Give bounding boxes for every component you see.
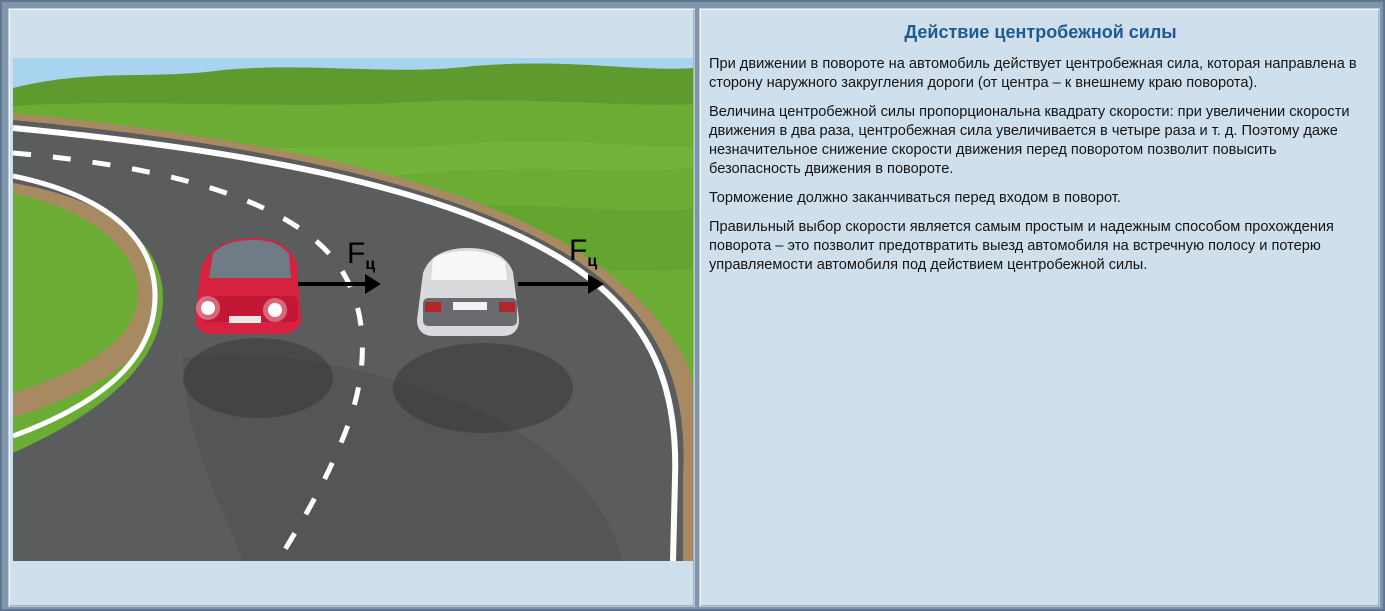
illustration-pane (8, 8, 695, 607)
description-text (709, 55, 1359, 285)
paragraph-3: Торможение должно заканчиваться перед входом в поворот. (709, 190, 1121, 206)
road-curve-illustration (13, 58, 693, 561)
force-label-sub: ц (365, 256, 376, 273)
red-car (195, 238, 301, 334)
paragraph-1: При движении в повороте на автомобиль действует центробежная сила, которая направлена в сторону наружного закругления дороги (от центра – к внешнему краю поворота). (709, 56, 1357, 91)
silver-car (417, 248, 519, 336)
page-title: Действие центробежной силы (904, 22, 1177, 42)
road-scene-svg (13, 58, 693, 561)
text-pane (699, 8, 1380, 607)
paragraph-2: Величина центробежной силы пропорциональна квадрату скорости: при увеличении скорости движения в два раза, центробежная сила увеличивается в четыре раза и т. д. Поэтому даже незначительное снижение скорости движения перед поворотом позволит повысить безопасность движения в повороте. (709, 104, 1350, 177)
red-car-shadow (183, 338, 333, 418)
force-label-sub: ц (587, 253, 598, 270)
paragraph-4: Правильный выбор скорости является самым простым и надежным способом прохождения поворота – это позволит предотвратить выезд автомобиля на встречную полосу и потерю управляемости автомобиля под действием центробежной силы. (709, 219, 1334, 273)
force-label-main: F (569, 234, 588, 267)
force-label-main: F (347, 237, 366, 270)
silver-car-shadow (393, 343, 573, 433)
